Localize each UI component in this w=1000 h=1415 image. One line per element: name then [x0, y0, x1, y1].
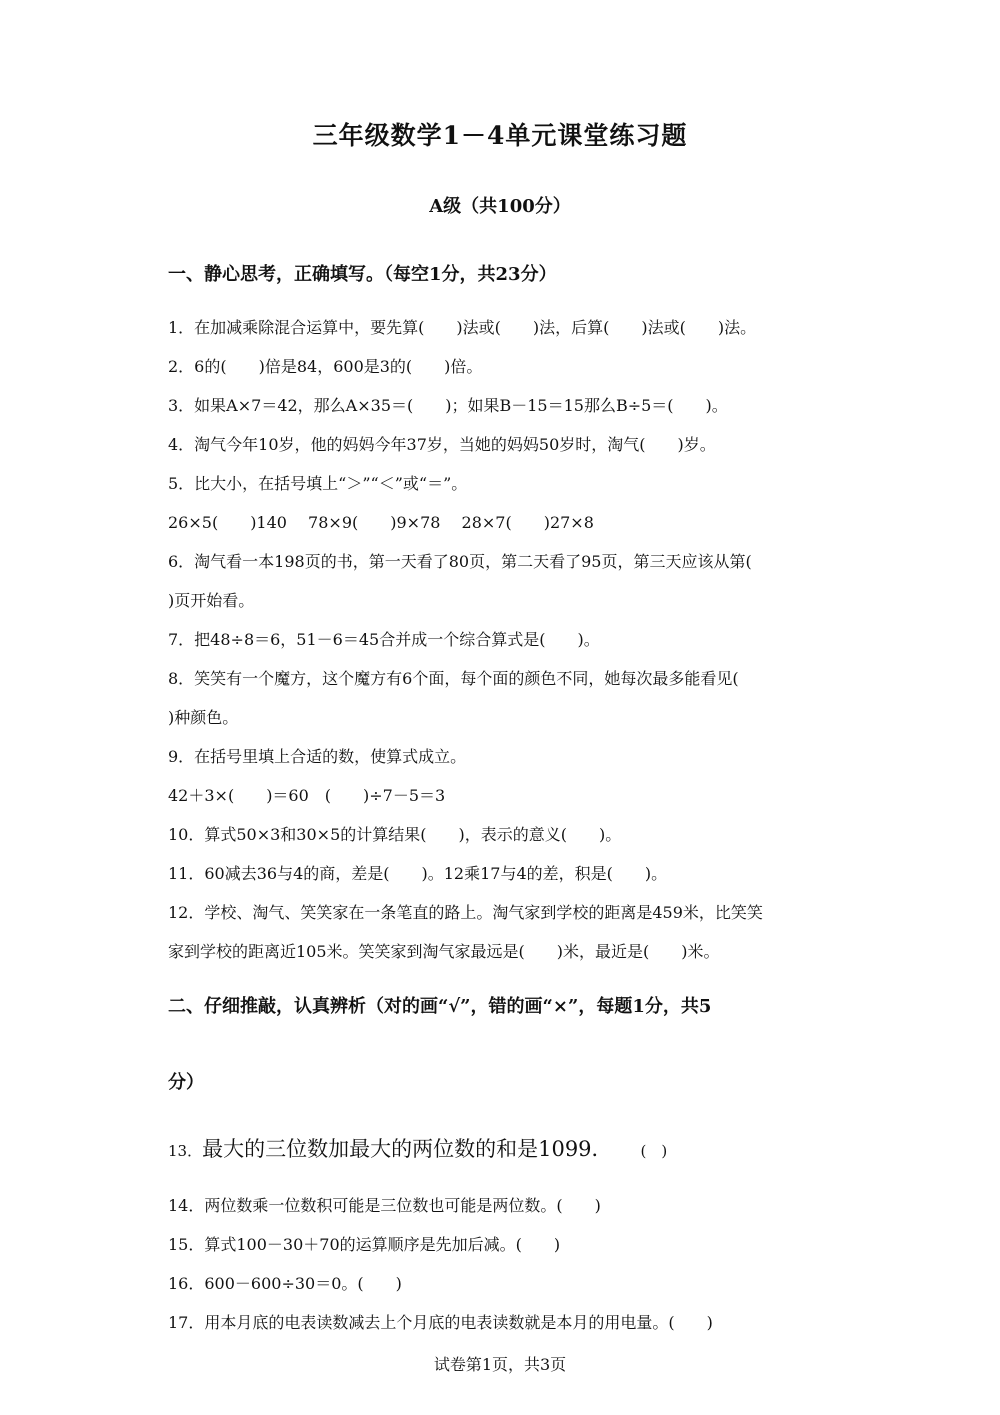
- question-11: 11．60减去36与4的商，差是( )。12乘17与4的差，积是( )。: [168, 864, 668, 883]
- question-12: 12．学校、淘气、笑笑家在一条笔直的路上。淘气家到学校的距离是459米，比笑笑: [168, 903, 763, 922]
- page-subtitle: A级（共100分）: [429, 196, 571, 217]
- question-13-text: 最大的三位数加最大的两位数的和是1099．: [202, 1137, 613, 1161]
- question-13: [168, 1133, 828, 1163]
- question-13-answer-paren: ( ): [640, 1142, 668, 1160]
- section2-heading-cont: 分）: [168, 1072, 204, 1093]
- question-9: 9．在括号里填上合适的数，使算式成立。: [168, 747, 467, 766]
- section2-heading: 二、仔细推敲，认真辨析（对的画“√”，错的画“×”，每题1分，共5: [168, 996, 712, 1017]
- question-1: 1．在加减乘除混合运算中，要先算( )法或( )法，后算( )法或( )法。: [168, 318, 757, 337]
- section1-heading: 一、静心思考，正确填写。（每空1分，共23分）: [168, 264, 557, 285]
- question-8: 8．笑笑有一个魔方，这个魔方有6个面，每个面的颜色不同，她每次最多能看见(: [168, 669, 739, 688]
- question-5-items: 26×5( )140 78×9( )9×78 28×7( )27×8: [168, 513, 594, 532]
- question-6-cont: )页开始看。: [168, 591, 255, 610]
- question-8-cont: )种颜色。: [168, 708, 239, 727]
- question-13-number: 13．: [168, 1142, 203, 1160]
- question-5: 5．比大小，在括号填上“＞”“＜”或“＝”。: [168, 474, 468, 493]
- question-14: 14．两位数乘一位数积可能是三位数也可能是两位数。( ): [168, 1196, 601, 1215]
- page-footer: 试卷第1页，共3页: [433, 1355, 567, 1374]
- question-4: 4．淘气今年10岁，他的妈妈今年37岁，当她的妈妈50岁时，淘气( )岁。: [168, 435, 716, 454]
- page-title: 三年级数学1－4单元课堂练习题: [312, 121, 688, 150]
- question-10: 10．算式50×3和30×5的计算结果( )，表示的意义( )。: [168, 825, 622, 844]
- question-3: 3．如果A×7＝42，那么A×35＝( )；如果B－15＝15那么B÷5＝( )。: [168, 396, 728, 415]
- question-12-cont: 家到学校的距离近105米。笑笑家到淘气家最远是( )米，最近是( )米。: [168, 942, 720, 961]
- question-9-items: 42＋3×( )＝60 ( )÷7－5＝3: [168, 786, 446, 805]
- question-7: 7．把48÷8＝6，51－6＝45合并成一个综合算式是( )。: [168, 630, 600, 649]
- question-6: 6．淘气看一本198页的书，第一天看了80页，第二天看了95页，第三天应该从第(: [168, 552, 752, 571]
- question-2: 2．6的( )倍是84，600是3的( )倍。: [168, 357, 483, 376]
- question-15: 15．算式100－30＋70的运算顺序是先加后减。( ): [168, 1235, 561, 1254]
- question-17: 17．用本月底的电表读数减去上个月底的电表读数就是本月的用电量。( ): [168, 1313, 713, 1332]
- question-16: 16．600－600÷30＝0。( ): [168, 1274, 402, 1293]
